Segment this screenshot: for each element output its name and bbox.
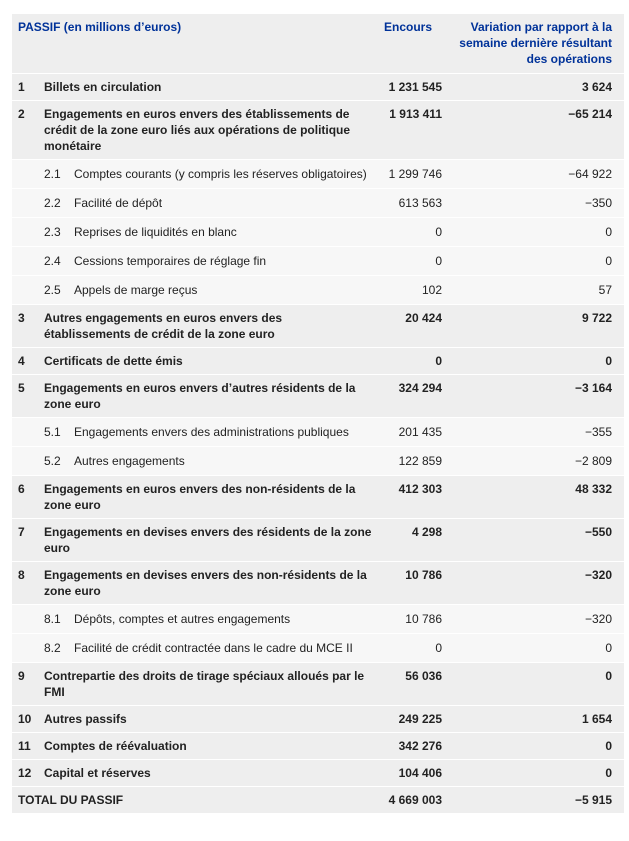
row-encours: 0	[378, 634, 446, 662]
row-variation: −355	[446, 418, 624, 446]
total-variation: −5 915	[446, 787, 624, 813]
header-label: PASSIF (en millions d’euros)	[12, 14, 378, 73]
row-variation: −320	[446, 562, 624, 604]
row-encours: 1 299 746	[378, 160, 446, 188]
row-variation: −350	[446, 189, 624, 217]
row-label: Certificats de dette émis	[38, 348, 378, 374]
table-header	[12, 14, 624, 73]
row-indent	[12, 634, 38, 662]
row-encours: 1 913 411	[378, 101, 446, 159]
row-variation: 1 654	[446, 706, 624, 732]
row-encours: 20 424	[378, 305, 446, 347]
row-encours: 412 303	[378, 476, 446, 518]
row-label: Comptes de réévaluation	[38, 733, 378, 759]
row-number: 6	[12, 476, 38, 518]
table-row	[12, 189, 624, 217]
row-variation: −64 922	[446, 160, 624, 188]
row-number: 7	[12, 519, 38, 561]
row-number: 2.2	[44, 196, 61, 210]
row-number: 5.1	[44, 425, 61, 439]
table-row	[12, 348, 624, 374]
total-label: TOTAL DU PASSIF	[12, 787, 378, 813]
header-variation: Variation par rapport à la semaine dernière résultant des opérations	[446, 14, 624, 73]
table-row	[12, 276, 624, 304]
row-variation: −65 214	[446, 101, 624, 159]
row-label: Autres passifs	[38, 706, 378, 732]
row-encours: 1 231 545	[378, 74, 446, 100]
table-row	[12, 562, 624, 604]
row-variation: 0	[446, 663, 624, 705]
row-label-cell	[38, 247, 378, 275]
row-variation: −3 164	[446, 375, 624, 417]
row-encours: 4 298	[378, 519, 446, 561]
row-label-cell	[38, 160, 378, 188]
row-label: Comptes courants (y compris les réserves obligatoires)	[74, 167, 367, 181]
row-label: Billets en circulation	[38, 74, 378, 100]
row-variation: 48 332	[446, 476, 624, 518]
row-encours: 104 406	[378, 760, 446, 786]
row-number: 3	[12, 305, 38, 347]
row-number: 4	[12, 348, 38, 374]
row-number: 1	[12, 74, 38, 100]
row-label: Engagements en devises envers des non-résidents de la zone euro	[38, 562, 378, 604]
row-number: 5	[12, 375, 38, 417]
row-number: 2	[12, 101, 38, 159]
row-label: Dépôts, comptes et autres engagements	[74, 612, 291, 626]
row-encours: 10 786	[378, 562, 446, 604]
row-label: Reprises de liquidités en blanc	[74, 225, 237, 239]
row-encours: 201 435	[378, 418, 446, 446]
row-label: Engagements en euros envers d’autres résidents de la zone euro	[38, 375, 378, 417]
row-variation: 9 722	[446, 305, 624, 347]
row-number: 5.2	[44, 454, 61, 468]
row-label: Engagements en euros envers des établissements de crédit de la zone euro liés aux opérations de politique monétaire	[38, 101, 378, 159]
row-label-cell	[38, 634, 378, 662]
row-encours: 0	[378, 218, 446, 246]
row-variation: 0	[446, 760, 624, 786]
table-row	[12, 706, 624, 732]
row-label: Appels de marge reçus	[74, 283, 198, 297]
table-row	[12, 760, 624, 786]
row-label-cell	[38, 189, 378, 217]
row-variation: 57	[446, 276, 624, 304]
table-row	[12, 418, 624, 446]
row-label: Engagements envers des administrations publiques	[74, 425, 349, 439]
row-indent	[12, 418, 38, 446]
row-label-cell	[38, 447, 378, 475]
row-label: Engagements en euros envers des non-résidents de la zone euro	[38, 476, 378, 518]
row-indent	[12, 160, 38, 188]
row-indent	[12, 276, 38, 304]
row-indent	[12, 218, 38, 246]
row-indent	[12, 189, 38, 217]
row-variation: 0	[446, 218, 624, 246]
table-row	[12, 305, 624, 347]
row-variation: −320	[446, 605, 624, 633]
table-row	[12, 733, 624, 759]
row-label: Contrepartie des droits de tirage spéciaux alloués par le FMI	[38, 663, 378, 705]
row-variation: 0	[446, 348, 624, 374]
row-number: 2.5	[44, 283, 61, 297]
row-encours: 342 276	[378, 733, 446, 759]
row-encours: 10 786	[378, 605, 446, 633]
row-indent	[12, 247, 38, 275]
table-row	[12, 476, 624, 518]
row-indent	[12, 447, 38, 475]
row-number: 8	[12, 562, 38, 604]
row-number: 2.1	[44, 167, 61, 181]
row-variation: −550	[446, 519, 624, 561]
row-variation: −2 809	[446, 447, 624, 475]
row-label: Cessions temporaires de réglage fin	[74, 254, 267, 268]
row-variation: 0	[446, 247, 624, 275]
header-encours: Encours	[378, 14, 446, 73]
row-number: 10	[12, 706, 38, 732]
total-row	[12, 787, 624, 813]
row-encours: 122 859	[378, 447, 446, 475]
table-row	[12, 375, 624, 417]
row-number: 8.2	[44, 641, 61, 655]
table-row	[12, 663, 624, 705]
liabilities-table	[12, 13, 624, 814]
row-variation: 0	[446, 733, 624, 759]
table-row	[12, 447, 624, 475]
row-encours: 0	[378, 348, 446, 374]
row-encours: 102	[378, 276, 446, 304]
row-label-cell	[38, 276, 378, 304]
table-row	[12, 101, 624, 159]
row-label: Engagements en devises envers des résidents de la zone euro	[38, 519, 378, 561]
row-label: Autres engagements	[74, 454, 185, 468]
row-label-cell	[38, 218, 378, 246]
row-number: 8.1	[44, 612, 61, 626]
row-number: 2.3	[44, 225, 61, 239]
row-label: Facilité de crédit contractée dans le cadre du MCE II	[74, 641, 353, 655]
total-encours: 4 669 003	[378, 787, 446, 813]
table-row	[12, 519, 624, 561]
row-variation: 0	[446, 634, 624, 662]
row-encours: 249 225	[378, 706, 446, 732]
row-encours: 324 294	[378, 375, 446, 417]
table-row	[12, 74, 624, 100]
table-row	[12, 247, 624, 275]
row-variation: 3 624	[446, 74, 624, 100]
table-row	[12, 160, 624, 188]
row-label: Autres engagements en euros envers des établissements de crédit de la zone euro	[38, 305, 378, 347]
row-label-cell	[38, 418, 378, 446]
row-indent	[12, 605, 38, 633]
row-encours: 0	[378, 247, 446, 275]
row-encours: 56 036	[378, 663, 446, 705]
row-number: 11	[12, 733, 38, 759]
table-row	[12, 634, 624, 662]
row-number: 2.4	[44, 254, 61, 268]
row-number: 12	[12, 760, 38, 786]
row-encours: 613 563	[378, 189, 446, 217]
row-label: Facilité de dépôt	[74, 196, 163, 210]
table-row	[12, 605, 624, 633]
row-number: 9	[12, 663, 38, 705]
row-label-cell	[38, 605, 378, 633]
table-row	[12, 218, 624, 246]
row-label: Capital et réserves	[38, 760, 378, 786]
